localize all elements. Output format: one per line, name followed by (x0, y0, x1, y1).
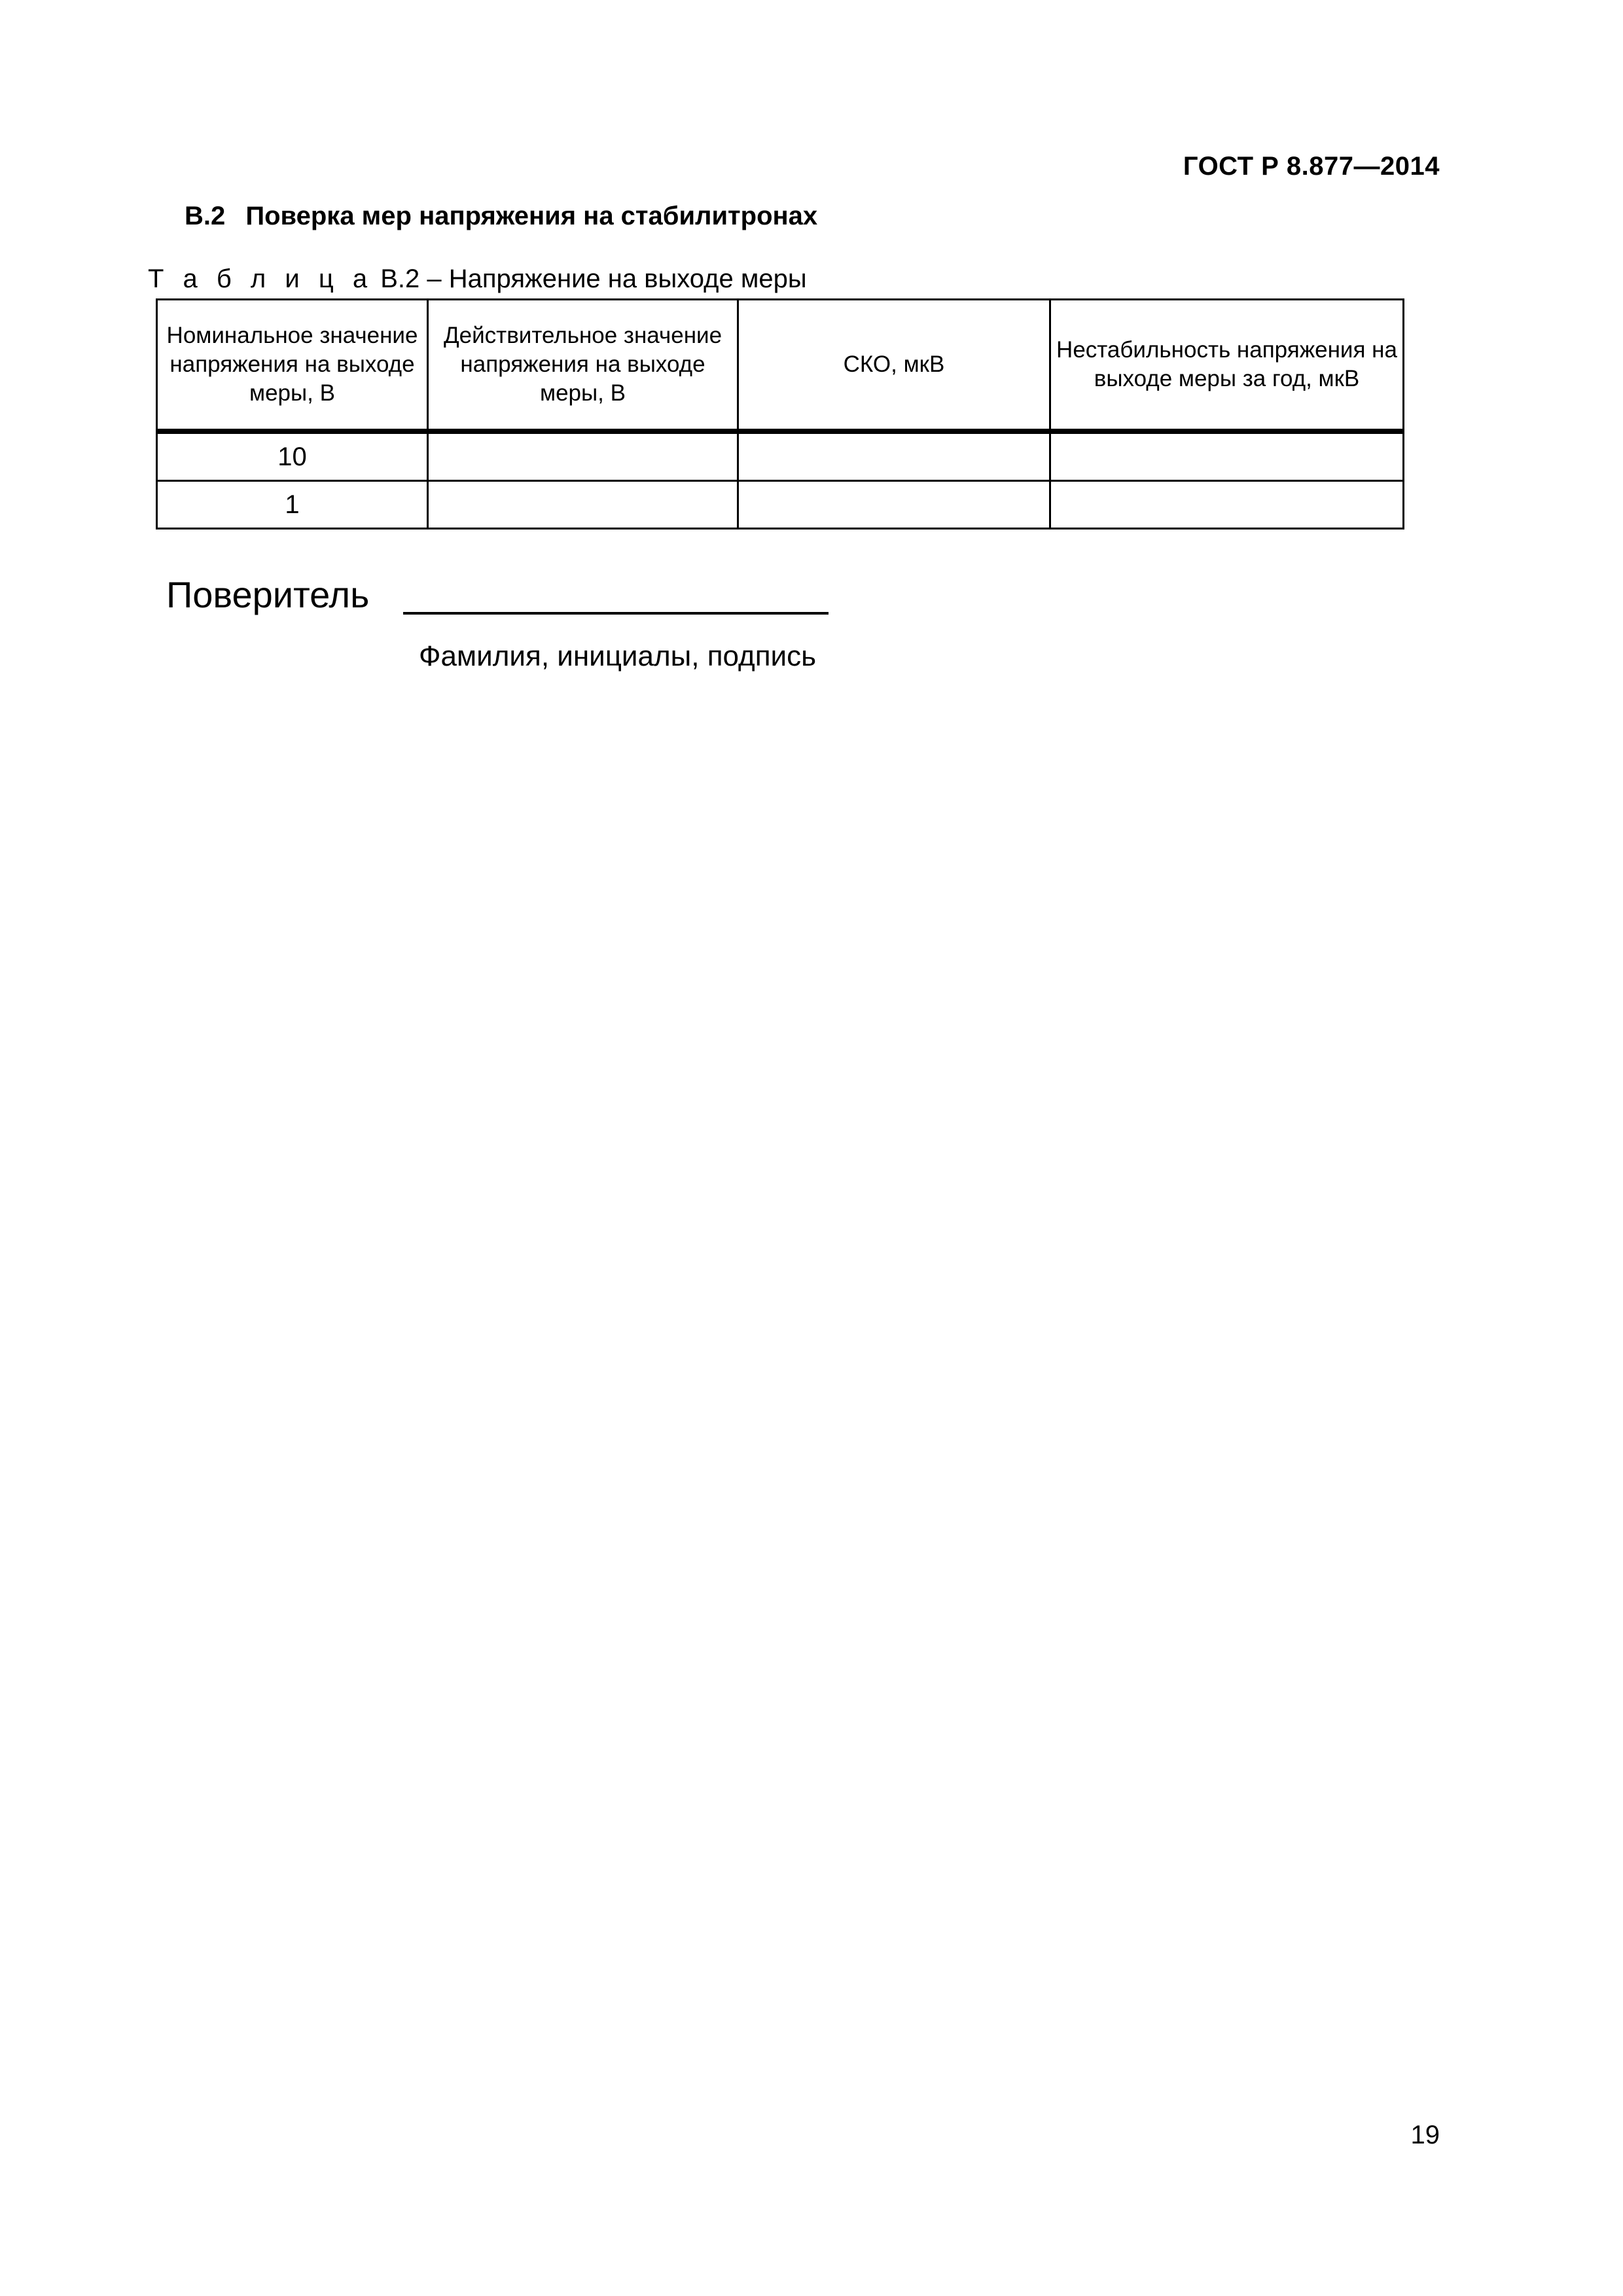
cell-sko (738, 481, 1050, 529)
cell-sko (738, 431, 1050, 481)
table-row (157, 481, 1404, 529)
header-actual-voltage: Действительное значение напряжения на выходе меры, В (428, 300, 738, 432)
table-caption (148, 264, 807, 294)
cell-actual-voltage (428, 481, 738, 529)
signature-line (403, 612, 829, 615)
signature-label: Поверитель (166, 574, 370, 615)
cell-actual-voltage (428, 431, 738, 481)
table-row (157, 431, 1404, 481)
cell-nominal-voltage: 10 (157, 431, 428, 481)
cell-instability (1050, 481, 1404, 529)
voltage-measure-table (156, 298, 1404, 529)
section-title: Поверка мер напряжения на стабилитронах (245, 202, 818, 230)
cell-nominal-voltage: 1 (157, 481, 428, 529)
signature-hint: Фамилия, инициалы, подпись (419, 640, 817, 672)
section-heading (185, 202, 817, 231)
table-caption-text: В.2 – Напряжение на выходе меры (380, 264, 807, 293)
header-instability: Нестабильность напряжения на выходе меры за год, мкВ (1050, 300, 1404, 432)
header-nominal-voltage: Номинальное значение напряжения на выходе меры, В (157, 300, 428, 432)
header-sko: СКО, мкВ (738, 300, 1050, 432)
page-number: 19 (1410, 2121, 1440, 2149)
section-number: В.2 (185, 202, 226, 230)
document-code: ГОСТ Р 8.877—2014 (1183, 152, 1440, 181)
cell-instability (1050, 431, 1404, 481)
table-caption-label: Т а б л и ц а (148, 264, 374, 293)
table-header-row (157, 300, 1404, 432)
